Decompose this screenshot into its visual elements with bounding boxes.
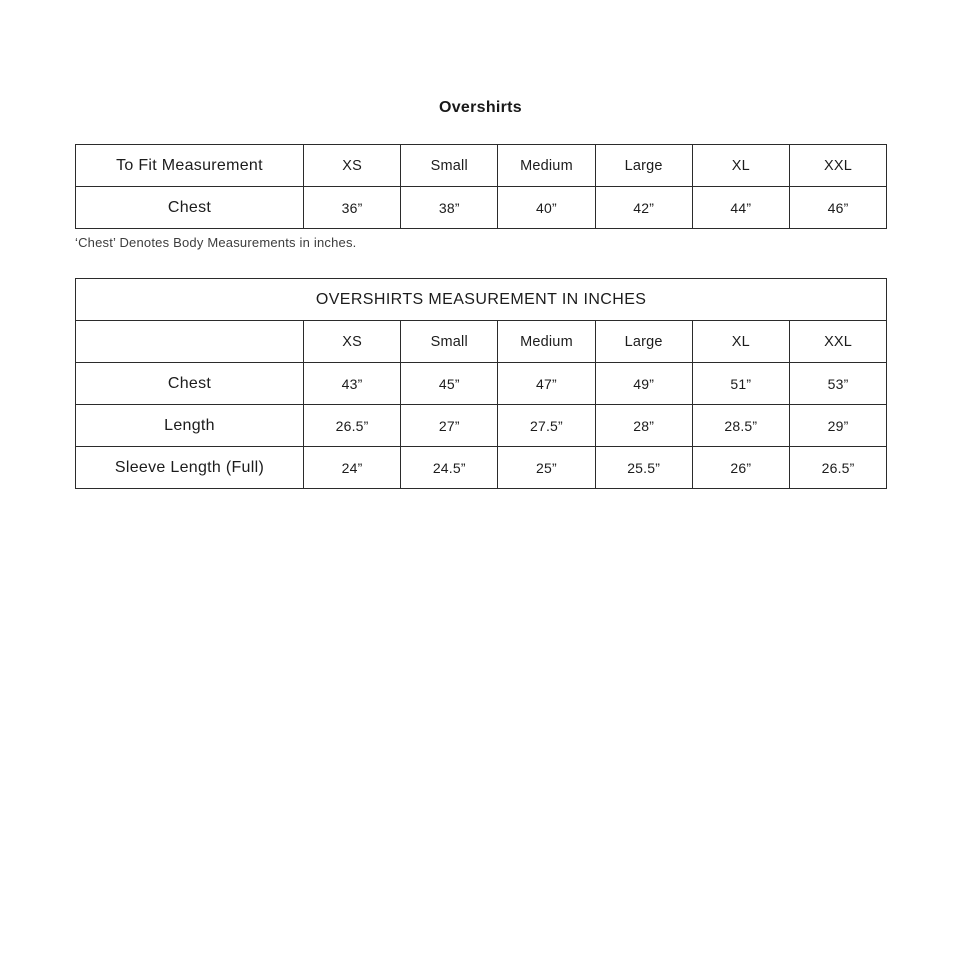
table-row xyxy=(76,279,887,321)
measure-length-small: 27” xyxy=(401,405,498,447)
measurement-table-title: OVERSHIRTS MEASUREMENT IN INCHES xyxy=(76,279,887,321)
measure-header-xl: XL xyxy=(692,321,789,363)
measure-header-xs: XS xyxy=(304,321,401,363)
measure-header-medium: Medium xyxy=(498,321,595,363)
measure-chest-medium: 47” xyxy=(498,363,595,405)
fit-header-xs: XS xyxy=(304,145,401,187)
fit-header-label: To Fit Measurement xyxy=(76,145,304,187)
measure-row-label-chest: Chest xyxy=(76,363,304,405)
measure-sleeve-small: 24.5” xyxy=(401,447,498,489)
measure-chest-large: 49” xyxy=(595,363,692,405)
measure-chest-xl: 51” xyxy=(692,363,789,405)
measure-length-xxl: 29” xyxy=(789,405,886,447)
measure-header-small: Small xyxy=(401,321,498,363)
measure-length-xs: 26.5” xyxy=(304,405,401,447)
fit-chest-medium: 40” xyxy=(498,187,595,229)
fit-header-xl: XL xyxy=(692,145,789,187)
measure-length-medium: 27.5” xyxy=(498,405,595,447)
measure-chest-small: 45” xyxy=(401,363,498,405)
measure-header-xxl: XXL xyxy=(789,321,886,363)
measure-sleeve-xxl: 26.5” xyxy=(789,447,886,489)
measure-chest-xs: 43” xyxy=(304,363,401,405)
measure-sleeve-xs: 24” xyxy=(304,447,401,489)
table-row xyxy=(76,187,887,229)
measure-length-xl: 28.5” xyxy=(692,405,789,447)
measure-header-large: Large xyxy=(595,321,692,363)
table-row xyxy=(76,447,887,489)
fit-header-small: Small xyxy=(401,145,498,187)
measure-length-large: 28” xyxy=(595,405,692,447)
fit-chest-large: 42” xyxy=(595,187,692,229)
fit-header-medium: Medium xyxy=(498,145,595,187)
measure-row-label-length: Length xyxy=(76,405,304,447)
page-title: Overshirts xyxy=(438,99,523,116)
chest-footnote: ‘Chest’ Denotes Body Measurements in inches. xyxy=(75,235,357,250)
fit-chest-xxl: 46” xyxy=(789,187,886,229)
table-row xyxy=(76,321,887,363)
fit-chest-xs: 36” xyxy=(304,187,401,229)
overshirts-measurement-table xyxy=(75,278,887,489)
fit-header-xxl: XXL xyxy=(789,145,886,187)
measure-chest-xxl: 53” xyxy=(789,363,886,405)
table-row xyxy=(76,405,887,447)
size-chart-content xyxy=(75,0,886,489)
to-fit-measurement-table xyxy=(75,144,887,229)
measure-row-label-sleeve: Sleeve Length (Full) xyxy=(76,447,304,489)
table-row xyxy=(76,363,887,405)
fit-chest-xl: 44” xyxy=(692,187,789,229)
measure-corner-cell xyxy=(76,321,304,363)
measure-sleeve-xl: 26” xyxy=(692,447,789,489)
fit-row-label: Chest xyxy=(76,187,304,229)
table-row xyxy=(76,145,887,187)
measure-sleeve-large: 25.5” xyxy=(595,447,692,489)
fit-chest-small: 38” xyxy=(401,187,498,229)
measure-sleeve-medium: 25” xyxy=(498,447,595,489)
fit-header-large: Large xyxy=(595,145,692,187)
